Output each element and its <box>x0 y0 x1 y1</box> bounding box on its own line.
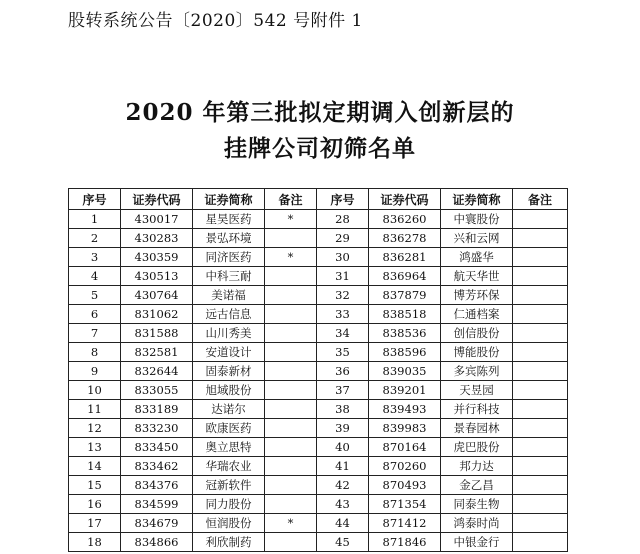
table-row <box>69 438 568 457</box>
note-cell <box>265 438 317 457</box>
name-cell: 景弘环境 <box>193 229 265 248</box>
note-cell: * <box>265 248 317 267</box>
table-header-row <box>69 189 568 210</box>
code-cell: 832644 <box>121 362 193 381</box>
note-cell <box>265 286 317 305</box>
note-cell <box>265 495 317 514</box>
name-cell: 仁通档案 <box>441 305 513 324</box>
code-cell: 834599 <box>121 495 193 514</box>
code-cell: 871354 <box>369 495 441 514</box>
seq-cell: 36 <box>317 362 369 381</box>
name-cell: 博芳环保 <box>441 286 513 305</box>
code-cell: 839201 <box>369 381 441 400</box>
note-cell <box>513 495 568 514</box>
name-cell: 邦力达 <box>441 457 513 476</box>
note-cell <box>265 381 317 400</box>
code-cell: 839493 <box>369 400 441 419</box>
seq-cell: 39 <box>317 419 369 438</box>
name-cell: 华瑞农业 <box>193 457 265 476</box>
note-cell <box>513 210 568 229</box>
code-cell: 834866 <box>121 533 193 552</box>
note-cell <box>265 305 317 324</box>
code-cell: 837879 <box>369 286 441 305</box>
code-cell: 430764 <box>121 286 193 305</box>
col-header-code: 证券代码 <box>121 189 193 210</box>
seq-cell: 9 <box>69 362 121 381</box>
code-cell: 838536 <box>369 324 441 343</box>
table-row <box>69 305 568 324</box>
table-row <box>69 476 568 495</box>
note-cell: * <box>265 514 317 533</box>
name-cell: 达诺尔 <box>193 400 265 419</box>
note-cell <box>265 457 317 476</box>
code-cell: 833055 <box>121 381 193 400</box>
code-cell: 871412 <box>369 514 441 533</box>
seq-cell: 11 <box>69 400 121 419</box>
code-cell: 834679 <box>121 514 193 533</box>
name-cell: 博能股份 <box>441 343 513 362</box>
name-cell: 创信股份 <box>441 324 513 343</box>
table-row <box>69 343 568 362</box>
document-header: 股转系统公告〔2020〕542 号附件 1 <box>68 11 363 31</box>
name-cell: 虎巴股份 <box>441 438 513 457</box>
table-row <box>69 362 568 381</box>
note-cell <box>513 400 568 419</box>
col-header-seq: 序号 <box>317 189 369 210</box>
code-cell: 430513 <box>121 267 193 286</box>
note-cell <box>513 438 568 457</box>
note-cell <box>513 267 568 286</box>
seq-cell: 34 <box>317 324 369 343</box>
code-cell: 836964 <box>369 267 441 286</box>
code-cell: 871846 <box>369 533 441 552</box>
code-cell: 838518 <box>369 305 441 324</box>
table-row <box>69 400 568 419</box>
seq-cell: 29 <box>317 229 369 248</box>
table-row <box>69 324 568 343</box>
note-cell <box>513 286 568 305</box>
name-cell: 旭域股份 <box>193 381 265 400</box>
name-cell: 航天华世 <box>441 267 513 286</box>
note-cell <box>265 324 317 343</box>
name-cell: 利欣制药 <box>193 533 265 552</box>
note-cell <box>513 343 568 362</box>
seq-cell: 28 <box>317 210 369 229</box>
code-cell: 834376 <box>121 476 193 495</box>
seq-cell: 15 <box>69 476 121 495</box>
code-cell: 831062 <box>121 305 193 324</box>
name-cell: 多宾陈列 <box>441 362 513 381</box>
seq-cell: 6 <box>69 305 121 324</box>
seq-cell: 16 <box>69 495 121 514</box>
table-row <box>69 419 568 438</box>
note-cell <box>513 476 568 495</box>
name-cell: 兴和云网 <box>441 229 513 248</box>
seq-cell: 37 <box>317 381 369 400</box>
code-cell: 833450 <box>121 438 193 457</box>
code-cell: 430017 <box>121 210 193 229</box>
note-cell <box>265 476 317 495</box>
code-cell: 839983 <box>369 419 441 438</box>
table-row <box>69 286 568 305</box>
col-header-code: 证券代码 <box>369 189 441 210</box>
code-cell: 838596 <box>369 343 441 362</box>
col-header-seq: 序号 <box>69 189 121 210</box>
seq-cell: 18 <box>69 533 121 552</box>
note-cell <box>265 400 317 419</box>
seq-cell: 7 <box>69 324 121 343</box>
seq-cell: 8 <box>69 343 121 362</box>
seq-cell: 42 <box>317 476 369 495</box>
table-row <box>69 229 568 248</box>
seq-cell: 31 <box>317 267 369 286</box>
name-cell: 同力股份 <box>193 495 265 514</box>
seq-cell: 14 <box>69 457 121 476</box>
seq-cell: 33 <box>317 305 369 324</box>
name-cell: 固泰新材 <box>193 362 265 381</box>
note-cell <box>265 267 317 286</box>
table-row <box>69 495 568 514</box>
table-body <box>69 210 568 552</box>
seq-cell: 38 <box>317 400 369 419</box>
note-cell <box>513 533 568 552</box>
seq-cell: 17 <box>69 514 121 533</box>
note-cell <box>513 381 568 400</box>
note-cell <box>265 419 317 438</box>
company-list-table <box>68 188 568 552</box>
code-cell: 430283 <box>121 229 193 248</box>
seq-cell: 12 <box>69 419 121 438</box>
name-cell: 冠新软件 <box>193 476 265 495</box>
note-cell: * <box>265 210 317 229</box>
code-cell: 836281 <box>369 248 441 267</box>
note-cell <box>513 248 568 267</box>
code-cell: 836278 <box>369 229 441 248</box>
note-cell <box>513 419 568 438</box>
table-row <box>69 210 568 229</box>
note-cell <box>513 514 568 533</box>
note-cell <box>513 229 568 248</box>
name-cell: 欧康医药 <box>193 419 265 438</box>
name-cell: 安道设计 <box>193 343 265 362</box>
note-cell <box>513 362 568 381</box>
seq-cell: 32 <box>317 286 369 305</box>
note-cell <box>265 229 317 248</box>
code-cell: 430359 <box>121 248 193 267</box>
name-cell: 恒润股份 <box>193 514 265 533</box>
seq-cell: 40 <box>317 438 369 457</box>
name-cell: 鸿泰时尚 <box>441 514 513 533</box>
code-cell: 836260 <box>369 210 441 229</box>
code-cell: 870260 <box>369 457 441 476</box>
seq-cell: 1 <box>69 210 121 229</box>
note-cell <box>513 305 568 324</box>
name-cell: 同泰生物 <box>441 495 513 514</box>
seq-cell: 35 <box>317 343 369 362</box>
note-cell <box>265 533 317 552</box>
code-cell: 832581 <box>121 343 193 362</box>
name-cell: 同济医药 <box>193 248 265 267</box>
seq-cell: 13 <box>69 438 121 457</box>
seq-cell: 4 <box>69 267 121 286</box>
name-cell: 星昊医药 <box>193 210 265 229</box>
name-cell: 奥立思特 <box>193 438 265 457</box>
table-row <box>69 533 568 552</box>
col-header-note: 备注 <box>265 189 317 210</box>
note-cell <box>265 343 317 362</box>
table-row <box>69 514 568 533</box>
document-title-line1: 2020 年第三批拟定期调入创新层的 <box>125 99 515 126</box>
name-cell: 并行科技 <box>441 400 513 419</box>
note-cell <box>513 324 568 343</box>
col-header-note: 备注 <box>513 189 568 210</box>
name-cell: 中寰股份 <box>441 210 513 229</box>
seq-cell: 3 <box>69 248 121 267</box>
name-cell: 金乙昌 <box>441 476 513 495</box>
seq-cell: 45 <box>317 533 369 552</box>
note-cell <box>265 362 317 381</box>
name-cell: 鸿盛华 <box>441 248 513 267</box>
seq-cell: 44 <box>317 514 369 533</box>
seq-cell: 2 <box>69 229 121 248</box>
table-row <box>69 248 568 267</box>
col-header-name: 证券简称 <box>441 189 513 210</box>
name-cell: 景春园林 <box>441 419 513 438</box>
name-cell: 天昱园 <box>441 381 513 400</box>
table-row <box>69 381 568 400</box>
code-cell: 839035 <box>369 362 441 381</box>
code-cell: 833230 <box>121 419 193 438</box>
name-cell: 中银金行 <box>441 533 513 552</box>
note-cell <box>513 457 568 476</box>
seq-cell: 43 <box>317 495 369 514</box>
code-cell: 870493 <box>369 476 441 495</box>
name-cell: 远古信息 <box>193 305 265 324</box>
name-cell: 山川秀美 <box>193 324 265 343</box>
code-cell: 833462 <box>121 457 193 476</box>
table-row <box>69 457 568 476</box>
code-cell: 870164 <box>369 438 441 457</box>
name-cell: 美诺福 <box>193 286 265 305</box>
code-cell: 831588 <box>121 324 193 343</box>
table-row <box>69 267 568 286</box>
name-cell: 中科三耐 <box>193 267 265 286</box>
seq-cell: 30 <box>317 248 369 267</box>
seq-cell: 10 <box>69 381 121 400</box>
col-header-name: 证券简称 <box>193 189 265 210</box>
document-title-line2: 挂牌公司初筛名单 <box>224 135 416 162</box>
seq-cell: 5 <box>69 286 121 305</box>
seq-cell: 41 <box>317 457 369 476</box>
code-cell: 833189 <box>121 400 193 419</box>
